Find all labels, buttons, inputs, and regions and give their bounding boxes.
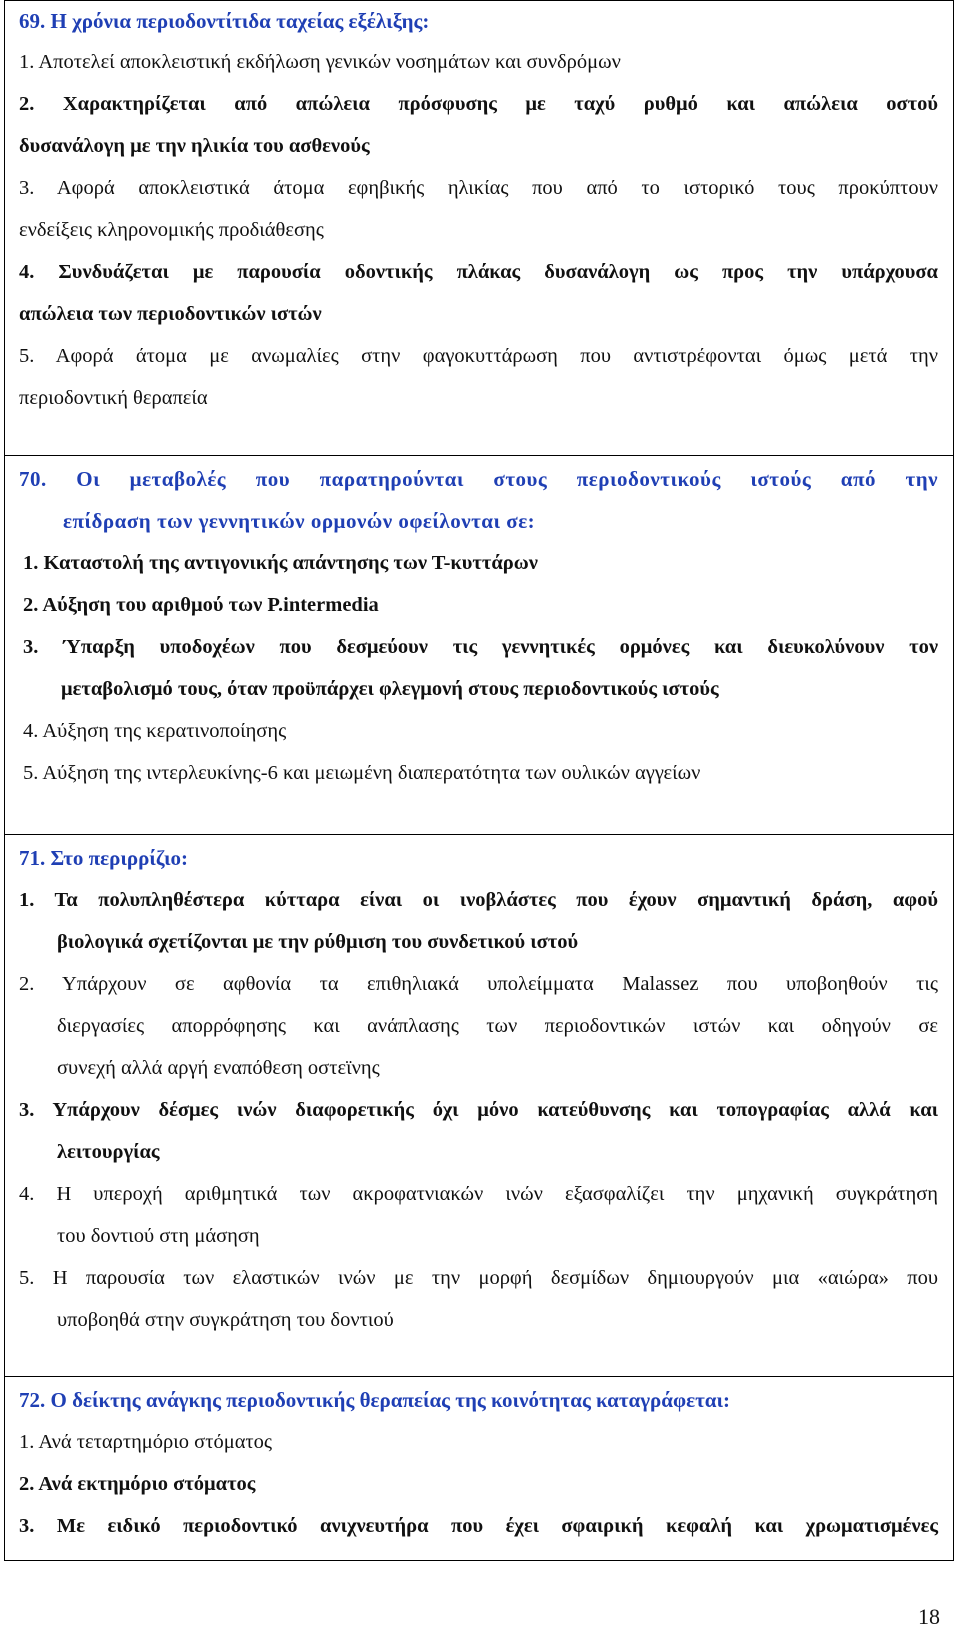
- question-71-title: [19, 837, 938, 879]
- option-text: Συνδυάζεται με παρουσία οδοντικής πλάκας δυσανάλογη ως προς την υπάρχουσα: [58, 261, 938, 283]
- option-number: 1.: [23, 552, 39, 574]
- question-text: Στο περιρρίζιο:: [50, 846, 189, 870]
- option-text: Υπάρχουν δέσμες ινών διαφορετικής όχι μόνο κατεύθυνσης και τοπογραφίας αλλά και: [52, 1099, 938, 1121]
- page-number: 18: [918, 1604, 940, 1629]
- option-number: 5.: [19, 1267, 35, 1289]
- option-text: Με ειδικό περιοδοντικό ανιχνευτήρα που έχει σφαιρική κεφαλή και χρωματισμένες: [56, 1515, 938, 1537]
- question-number: 69.: [19, 9, 46, 33]
- option-number: 5.: [23, 762, 39, 784]
- question-69-title: [19, 1, 938, 41]
- option-text-continued: διεργασίες απορρόφησης και ανάπλασης των περιοδοντικών ιστών και οδηγούν σε: [57, 1015, 938, 1037]
- option-text-continued: συνεχή αλλά αργή εναπόθεση οστεϊνης: [57, 1057, 380, 1079]
- option-1: [19, 542, 938, 584]
- option-text: Αύξηση της κερατινοποίησης: [42, 720, 287, 742]
- option-5: [19, 1257, 938, 1341]
- option-number: 2.: [19, 973, 35, 995]
- option-4: [19, 251, 938, 335]
- option-number: 5.: [19, 345, 35, 367]
- option-text-continued: βιολογικά σχετίζονται με την ρύθμιση του συνδετικού ιστού: [57, 931, 579, 953]
- option-text-continued: δυσανάλογη με την ηλικία του ασθενούς: [19, 135, 370, 157]
- question-72-title: [19, 1379, 938, 1421]
- question-70-title: [19, 458, 938, 542]
- option-number: 4.: [19, 261, 35, 283]
- question-72-box: [4, 1376, 954, 1561]
- option-2: [19, 83, 938, 167]
- option-text: Αύξηση της ιντερλευκίνης-6 και μειωμένη διαπερατότητα των ουλικών αγγείων: [42, 762, 701, 784]
- question-number: 71.: [19, 846, 46, 870]
- option-text: Ύπαρξη υποδοχέων που δεσμεύουν τις γεννητικές ορμόνες και διευκολύνουν τον: [63, 636, 939, 658]
- option-text: Τα πολυπληθέστερα κύτταρα είναι οι ινοβλάστες που έχουν σημαντική δράση, αφού: [54, 889, 938, 911]
- option-3: [19, 1505, 938, 1547]
- option-text: Η παρουσία των ελαστικών ινών με την μορφή δεσμίδων δημιουργούν μια «αιώρα» που: [52, 1267, 938, 1289]
- question-number: 70.: [19, 467, 47, 491]
- option-2: [19, 963, 938, 1089]
- question-text: Η χρόνια περιοδοντίτιδα ταχείας εξέλιξης:: [50, 9, 430, 33]
- option-text: Αφορά αποκλειστικά άτομα εφηβικής ηλικίας που από το ιστορικό τους προκύπτουν: [56, 177, 938, 199]
- option-number: 3.: [19, 1515, 35, 1537]
- option-number: 1.: [19, 51, 35, 73]
- document-page: [4, 0, 954, 1561]
- option-text: Αύξηση του αριθμού των P.intermedia: [42, 594, 379, 616]
- option-text: Αποτελεί αποκλειστική εκδήλωση γενικών νοσημάτων και συνδρόμων: [38, 51, 621, 73]
- option-3: [19, 1089, 938, 1173]
- option-text: Χαρακτηρίζεται από απώλεια πρόσφυσης με ταχύ ρυθμό και απώλεια οστού: [62, 93, 938, 115]
- option-2: [19, 1463, 938, 1505]
- option-number: 1.: [19, 889, 35, 911]
- option-text: Ανά εκτημόριο στόματος: [38, 1473, 256, 1495]
- question-69-box: [4, 0, 954, 455]
- option-number: 4.: [19, 1183, 35, 1205]
- option-number: 3.: [19, 177, 35, 199]
- option-number: 3.: [19, 1099, 35, 1121]
- option-5: [19, 335, 938, 419]
- question-text: Οι μεταβολές που παρατηρούνται στους περιοδοντικούς ιστούς από την: [76, 467, 939, 491]
- option-number: 3.: [23, 636, 39, 658]
- option-text: Υπάρχουν σε αφθονία τα επιθηλιακά υπολείμματα Malassez που υποβοηθούν τις: [62, 973, 938, 995]
- option-text-continued: υποβοηθά στην συγκράτηση του δοντιού: [57, 1309, 394, 1331]
- question-number: 72.: [19, 1388, 46, 1412]
- option-1: [19, 1421, 938, 1463]
- option-1: [19, 41, 938, 83]
- option-number: 1.: [19, 1431, 35, 1453]
- question-text: Ο δείκτης ανάγκης περιοδοντικής θεραπείας της κοινότητας καταγράφεται:: [50, 1388, 730, 1412]
- option-number: 2.: [23, 594, 39, 616]
- option-text-continued: ενδείξεις κληρονομικής προδιάθεσης: [19, 219, 324, 241]
- option-4: [19, 710, 938, 752]
- option-number: 4.: [23, 720, 39, 742]
- option-5: [19, 752, 938, 794]
- question-text-continued: επίδραση των γεννητικών ορμονών οφείλονται σε:: [63, 509, 536, 533]
- option-3: [19, 167, 938, 251]
- question-70-box: [4, 455, 954, 834]
- option-text-continued: μεταβολισμό τους, όταν προϋπάρχει φλεγμονή στους περιοδοντικούς ιστούς: [61, 678, 719, 700]
- option-text: Η υπεροχή αριθμητικά των ακροφατνιακών ινών εξασφαλίζει την μηχανική συγκράτηση: [56, 1183, 939, 1205]
- option-2: [19, 584, 938, 626]
- option-3: [19, 626, 938, 710]
- option-text: Καταστολή της αντιγονικής απάντησης των Τ-κυττάρων: [43, 552, 538, 574]
- option-text: Αφορά άτομα με ανωμαλίες στην φαγοκυττάρωση που αντιστρέφονται όμως μετά την: [55, 345, 938, 367]
- option-number: 2.: [19, 93, 35, 115]
- option-text-continued: απώλεια των περιοδοντικών ιστών: [19, 303, 322, 325]
- option-text-continued: περιοδοντική θεραπεία: [19, 387, 208, 409]
- option-text-continued: του δοντιού στη μάσηση: [57, 1225, 260, 1247]
- question-71-box: [4, 834, 954, 1376]
- option-number: 2.: [19, 1473, 35, 1495]
- option-text: Ανά τεταρτημόριο στόματος: [38, 1431, 273, 1453]
- option-4: [19, 1173, 938, 1257]
- option-text-continued: λειτουργίας: [57, 1141, 160, 1163]
- option-1: [19, 879, 938, 963]
